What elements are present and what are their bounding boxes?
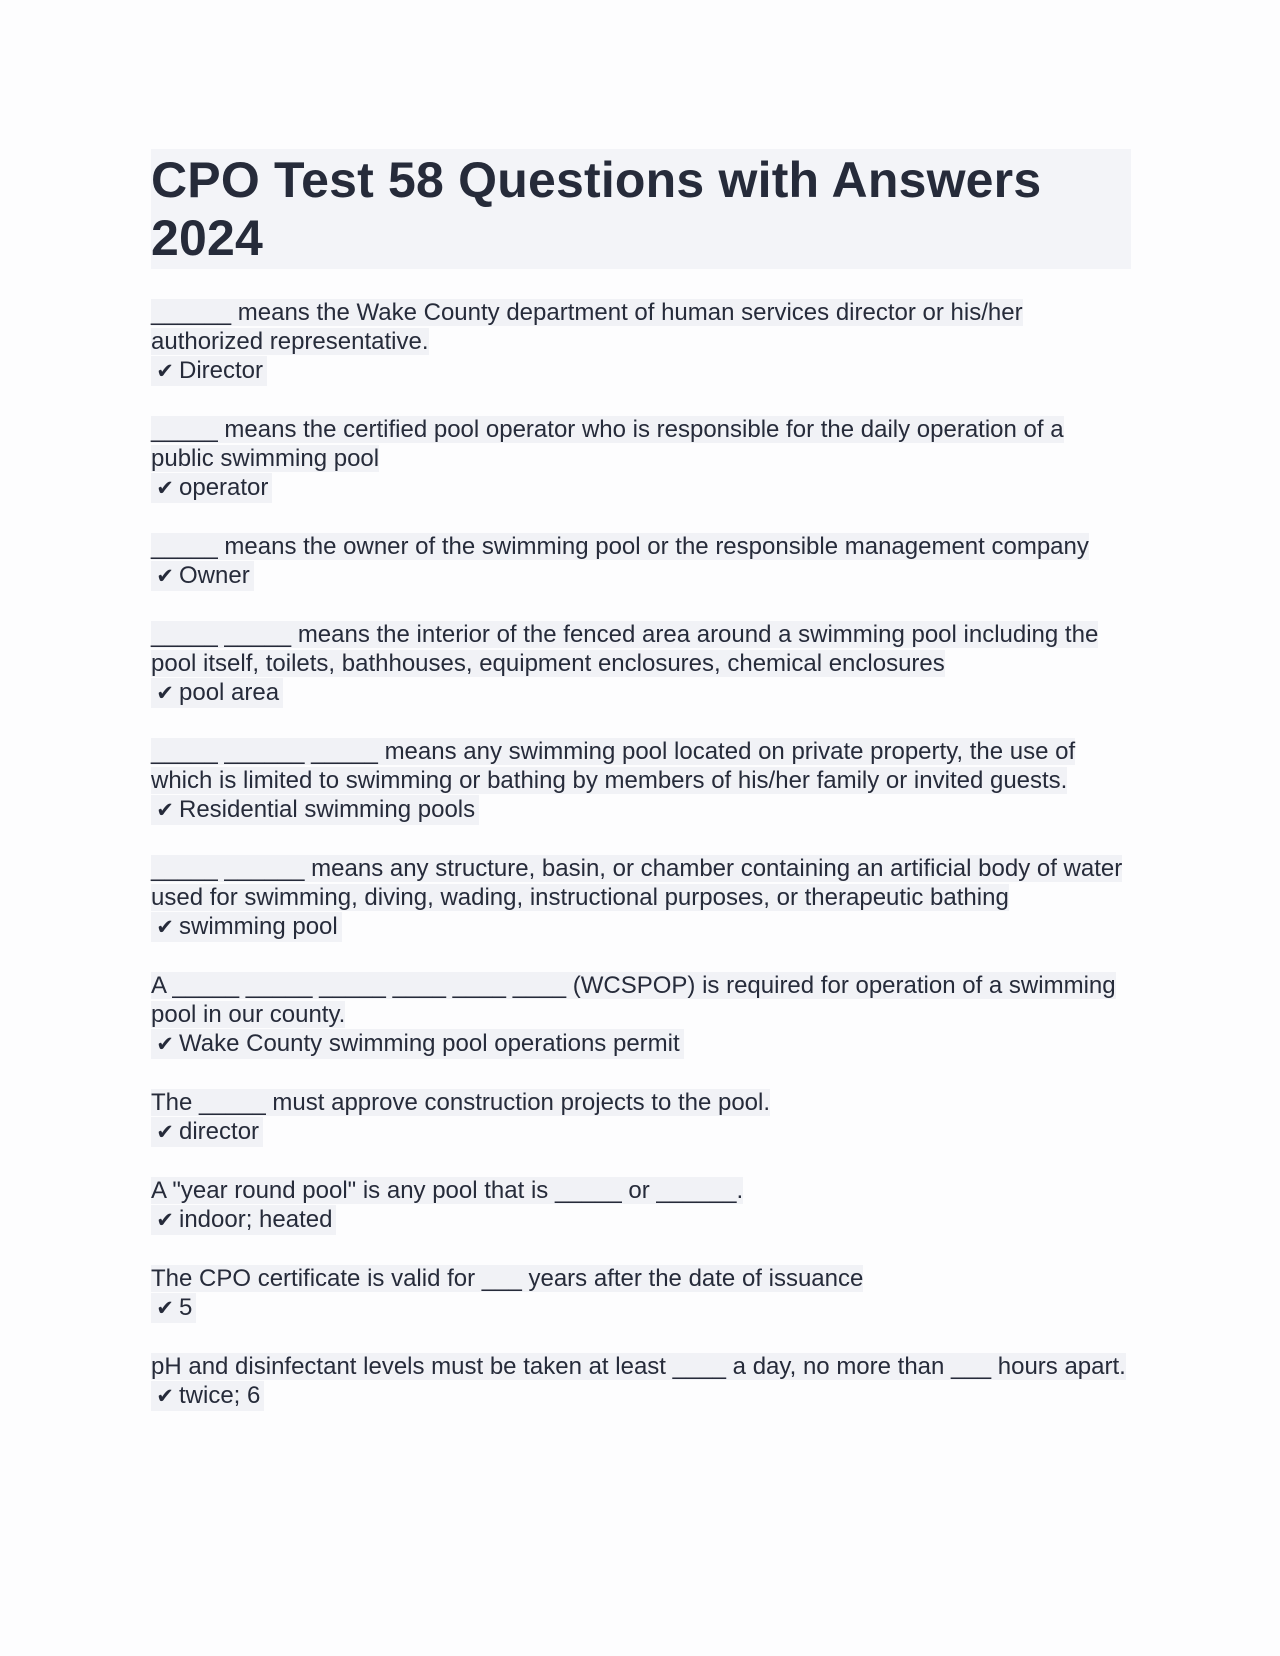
checkmark-icon: ✔ xyxy=(156,915,174,939)
answer-text: director xyxy=(179,1118,260,1145)
question-text: _____ means the certified pool operator who is responsible for the daily operation of a public swimming pool xyxy=(151,416,1064,472)
question-text: A _____ _____ _____ ____ ____ ____ (WCSPOP) is required for operation of a swimming pool in our county. xyxy=(151,972,1116,1028)
question-item xyxy=(151,854,1131,942)
question-item xyxy=(151,1176,1131,1235)
question-list xyxy=(151,298,1131,1411)
question-item xyxy=(151,1264,1131,1323)
answer-line xyxy=(151,678,283,708)
question-item xyxy=(151,1088,1131,1147)
checkmark-icon: ✔ xyxy=(156,564,174,588)
question-item xyxy=(151,532,1131,591)
answer-text: swimming pool xyxy=(179,913,338,940)
answer-line xyxy=(151,356,267,386)
checkmark-icon: ✔ xyxy=(156,798,174,822)
answer-line xyxy=(151,1117,263,1147)
checkmark-icon: ✔ xyxy=(156,476,174,500)
answer-text: Director xyxy=(179,357,264,384)
question-text: The _____ must approve construction projects to the pool. xyxy=(151,1089,771,1116)
question-text: _____ ______ _____ means any swimming pool located on private property, the use of which is limited to swimming or bathing by members of his/her family or invited guests. xyxy=(151,738,1076,794)
answer-text: twice; 6 xyxy=(179,1382,261,1409)
question-item xyxy=(151,1352,1131,1411)
checkmark-icon: ✔ xyxy=(156,1032,174,1056)
question-item xyxy=(151,298,1131,386)
question-text: pH and disinfectant levels must be taken at least ____ a day, no more than ___ hours apart. xyxy=(151,1353,1126,1380)
answer-text: pool area xyxy=(179,679,280,706)
answer-text: Wake County swimming pool operations permit xyxy=(179,1030,680,1057)
answer-text: Residential swimming pools xyxy=(179,796,476,823)
checkmark-icon: ✔ xyxy=(156,359,174,383)
answer-line xyxy=(151,795,479,825)
document-title: CPO Test 58 Questions with Answers 2024 xyxy=(151,149,1131,269)
question-text: _____ ______ means any structure, basin, or chamber containing an artificial body of water used for swimming, diving, wading, instructional purposes, or therapeutic bathing xyxy=(151,855,1123,911)
checkmark-icon: ✔ xyxy=(156,1384,174,1408)
answer-line xyxy=(151,1381,264,1411)
answer-line xyxy=(151,1029,684,1059)
answer-text: operator xyxy=(179,474,269,501)
checkmark-icon: ✔ xyxy=(156,1208,174,1232)
answer-text: 5 xyxy=(179,1294,193,1321)
question-text: _____ means the owner of the swimming pool or the responsible management company xyxy=(151,533,1089,560)
answer-line xyxy=(151,1205,336,1235)
document-page xyxy=(151,149,1131,1440)
checkmark-icon: ✔ xyxy=(156,1296,174,1320)
answer-line xyxy=(151,1293,196,1323)
question-item xyxy=(151,737,1131,825)
question-item xyxy=(151,620,1131,708)
answer-text: Owner xyxy=(179,562,250,589)
question-text: _____ _____ means the interior of the fenced area around a swimming pool including the pool itself, toilets, bathhouses, equipment enclosures, chemical enclosures xyxy=(151,621,1099,677)
checkmark-icon: ✔ xyxy=(156,1120,174,1144)
answer-line xyxy=(151,912,342,942)
question-text: The CPO certificate is valid for ___ years after the date of issuance xyxy=(151,1265,864,1292)
question-text: ______ means the Wake County department of human services director or his/her authorized representative. xyxy=(151,299,1023,355)
answer-line xyxy=(151,561,254,591)
question-text: A "year round pool" is any pool that is _____ or ______. xyxy=(151,1177,744,1204)
question-item xyxy=(151,971,1131,1059)
answer-line xyxy=(151,473,272,503)
answer-text: indoor; heated xyxy=(179,1206,333,1233)
checkmark-icon: ✔ xyxy=(156,681,174,705)
question-item xyxy=(151,415,1131,503)
